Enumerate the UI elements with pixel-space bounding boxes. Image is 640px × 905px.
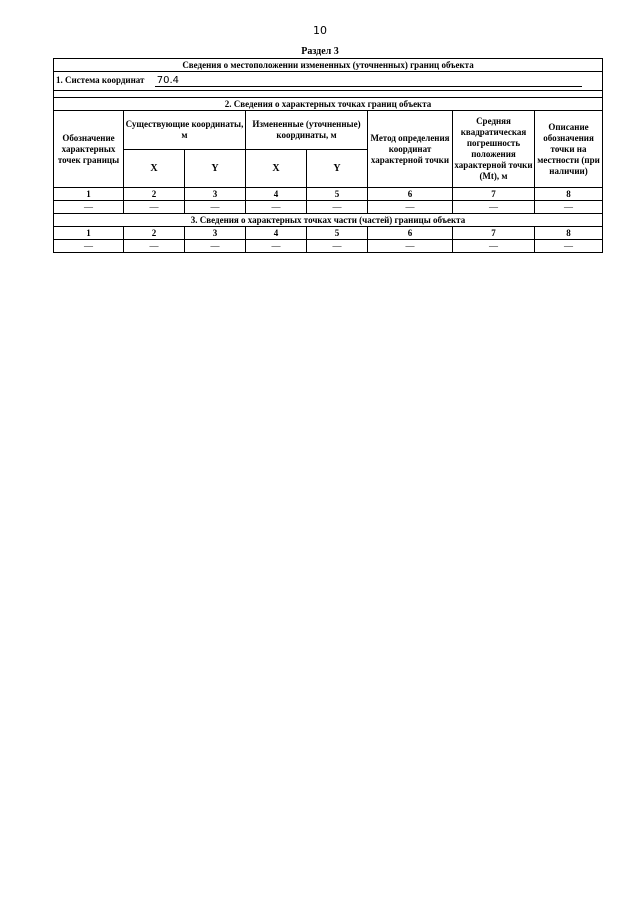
part-section-row [54, 214, 603, 227]
part-section-title: 3. Сведения о характерных точках части (частей) границы объекта [54, 214, 603, 227]
table-cell: — [535, 240, 603, 253]
column-number: 1 [54, 227, 124, 240]
column-number-row [54, 188, 603, 201]
column-number: 4 [246, 227, 307, 240]
column-number: 7 [453, 227, 535, 240]
column-number: 6 [368, 227, 453, 240]
changed-x-header: X [246, 150, 307, 188]
column-number: 3 [185, 188, 246, 201]
boundary-table [53, 58, 603, 253]
column-number: 3 [185, 227, 246, 240]
table-cell: — [368, 201, 453, 214]
coordinate-system-label: 1. Система координат [56, 75, 145, 85]
column-number: 8 [535, 227, 603, 240]
table-cell: — [246, 240, 307, 253]
col-changed-header: Измененные (уточненные) координаты, м [246, 111, 368, 150]
coordinate-system-value: 70.4 [155, 75, 582, 87]
spacer-row [54, 91, 603, 98]
points-section-row [54, 98, 603, 111]
table-cell: — [453, 201, 535, 214]
table-cell: — [54, 201, 124, 214]
coordinate-system-row [54, 72, 603, 91]
column-number: 2 [124, 227, 185, 240]
table-cell: — [185, 240, 246, 253]
column-number: 7 [453, 188, 535, 201]
table-cell: — [535, 201, 603, 214]
col-error-header: Средняя квадратическая погрешность положения характерной точки (Mt), м [453, 111, 535, 188]
table-cell: — [453, 240, 535, 253]
part-column-number-row [54, 227, 603, 240]
column-number: 2 [124, 188, 185, 201]
table-row [54, 240, 603, 253]
table-cell: — [368, 240, 453, 253]
table-cell: — [246, 201, 307, 214]
column-number: 6 [368, 188, 453, 201]
table-cell: — [124, 240, 185, 253]
points-section-title: 2. Сведения о характерных точках границ объекта [54, 98, 603, 111]
column-number: 5 [307, 188, 368, 201]
existing-y-header: Y [185, 150, 246, 188]
col-method-header: Метод определения координат характерной точки [368, 111, 453, 188]
col-designation-header: Обозначение характерных точек границы [54, 111, 124, 188]
col-existing-header: Существующие координаты, м [124, 111, 246, 150]
column-number: 8 [535, 188, 603, 201]
column-number: 4 [246, 188, 307, 201]
changed-y-header: Y [307, 150, 368, 188]
table-cell: — [124, 201, 185, 214]
table-row [54, 201, 603, 214]
existing-x-header: X [124, 150, 185, 188]
table-cell: — [54, 240, 124, 253]
page-number: 10 [313, 24, 327, 37]
col-description-header: Описание обозначения точки на местности (при наличии) [535, 111, 603, 188]
section-header: Сведения о местоположении измененных (уточненных) границ объекта [54, 59, 603, 72]
table-cell: — [185, 201, 246, 214]
column-number: 5 [307, 227, 368, 240]
table-cell: — [307, 201, 368, 214]
section-header-row [54, 59, 603, 72]
column-header-row [54, 111, 603, 150]
section-title: Раздел 3 [301, 46, 339, 57]
table-cell: — [307, 240, 368, 253]
column-number: 1 [54, 188, 124, 201]
